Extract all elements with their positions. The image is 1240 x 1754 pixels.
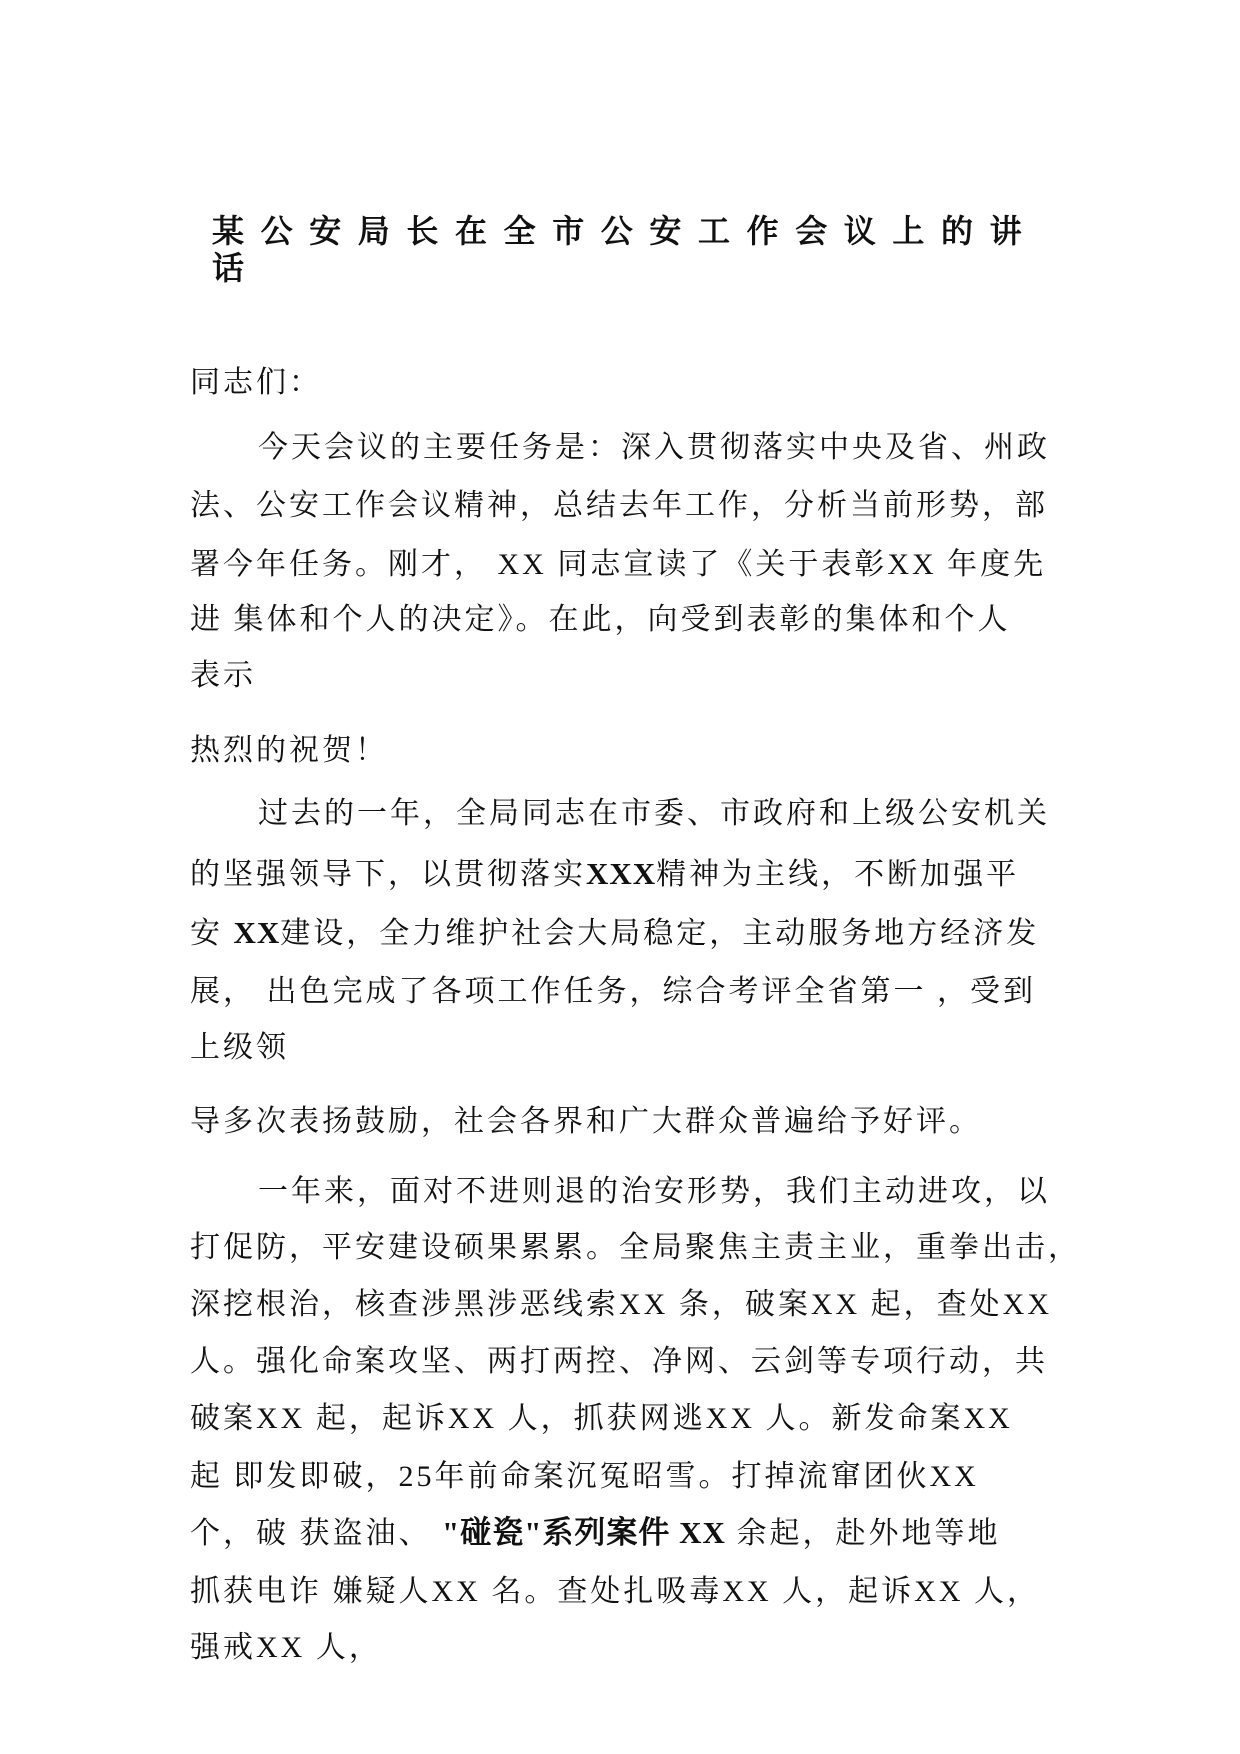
text-line [190,913,1039,953]
text-line: 破案XX 起，起诉XX 人，抓获网逃XX 人。新发命案XX [190,1402,1013,1435]
text-line: 导多次表扬鼓励，社会各界和广大群众普遍给予好评。 [190,1105,982,1138]
text-line: 打促防，平安建设硕果累累。全局聚焦主责主业，重拳出击， [190,1231,1081,1264]
salutation: 同志们： [190,366,322,399]
text-line: 法、公安工作会议精神，总结去年工作，分析当前形势，部 [190,489,1048,522]
text-line: 表示 [190,659,256,692]
title-line-1: 某公安局长在全市公安工作会议上的讲 [212,213,1039,249]
text-line: 上级领 [190,1031,289,1064]
title-line-2: 话 [212,250,261,286]
text-segment: 建设，全力维护社会大局稳定，主动服务地方经济发 [280,917,1040,950]
text-line: 强戒XX 人， [190,1631,382,1664]
text-line: 署今年任务。刚才， XX 同志宣读了《关于表彰XX 年度先 [190,548,1047,581]
text-line: 热烈的祝贺！ [190,734,388,767]
text-line: 抓获电诈 嫌疑人XX 名。查处扎吸毒XX 人，起诉XX 人， [190,1575,1040,1608]
text-line [190,854,1019,894]
text-segment: 个，破 获盗油、 [190,1517,442,1550]
text-segment: 精神为主线，不断加强平 [656,858,1020,891]
text-line: 展， 出色完成了各项工作任务，综合考评全省第一 ，受到 [190,975,1036,1008]
bold-text-segment: XXX [586,856,657,891]
text-segment: 余起，赴外地等地 [725,1517,1001,1550]
bold-text-segment: "碰瓷"系列案件 XX [442,1515,726,1550]
text-line: 深挖根治，核查涉黑涉恶线索XX 条，破案XX 起，查处XX [190,1288,1052,1321]
text-line: 今天会议的主要任务是：深入贯彻落实中央及省、州政 [258,431,1050,464]
text-segment: 安 [190,917,234,950]
text-line: 起 即发即破，25年前命案沉冤昭雪。打掉流窜团伙XX [190,1460,979,1493]
text-segment: 的坚强领导下，以贯彻落实 [190,858,586,891]
bold-text-segment: XX [233,915,281,950]
text-line: 进 集体和个人的决定》。在此，向受到表彰的集体和个人 [190,603,1011,636]
text-line: 一年来，面对不进则退的治安形势，我们主动进攻，以 [258,1175,1050,1208]
text-line [190,1513,1000,1553]
text-line: 人。强化命案攻坚、两打两控、净网、云剑等专项行动，共 [190,1345,1048,1378]
text-line: 过去的一年，全局同志在市委、市政府和上级公安机关 [258,797,1050,830]
